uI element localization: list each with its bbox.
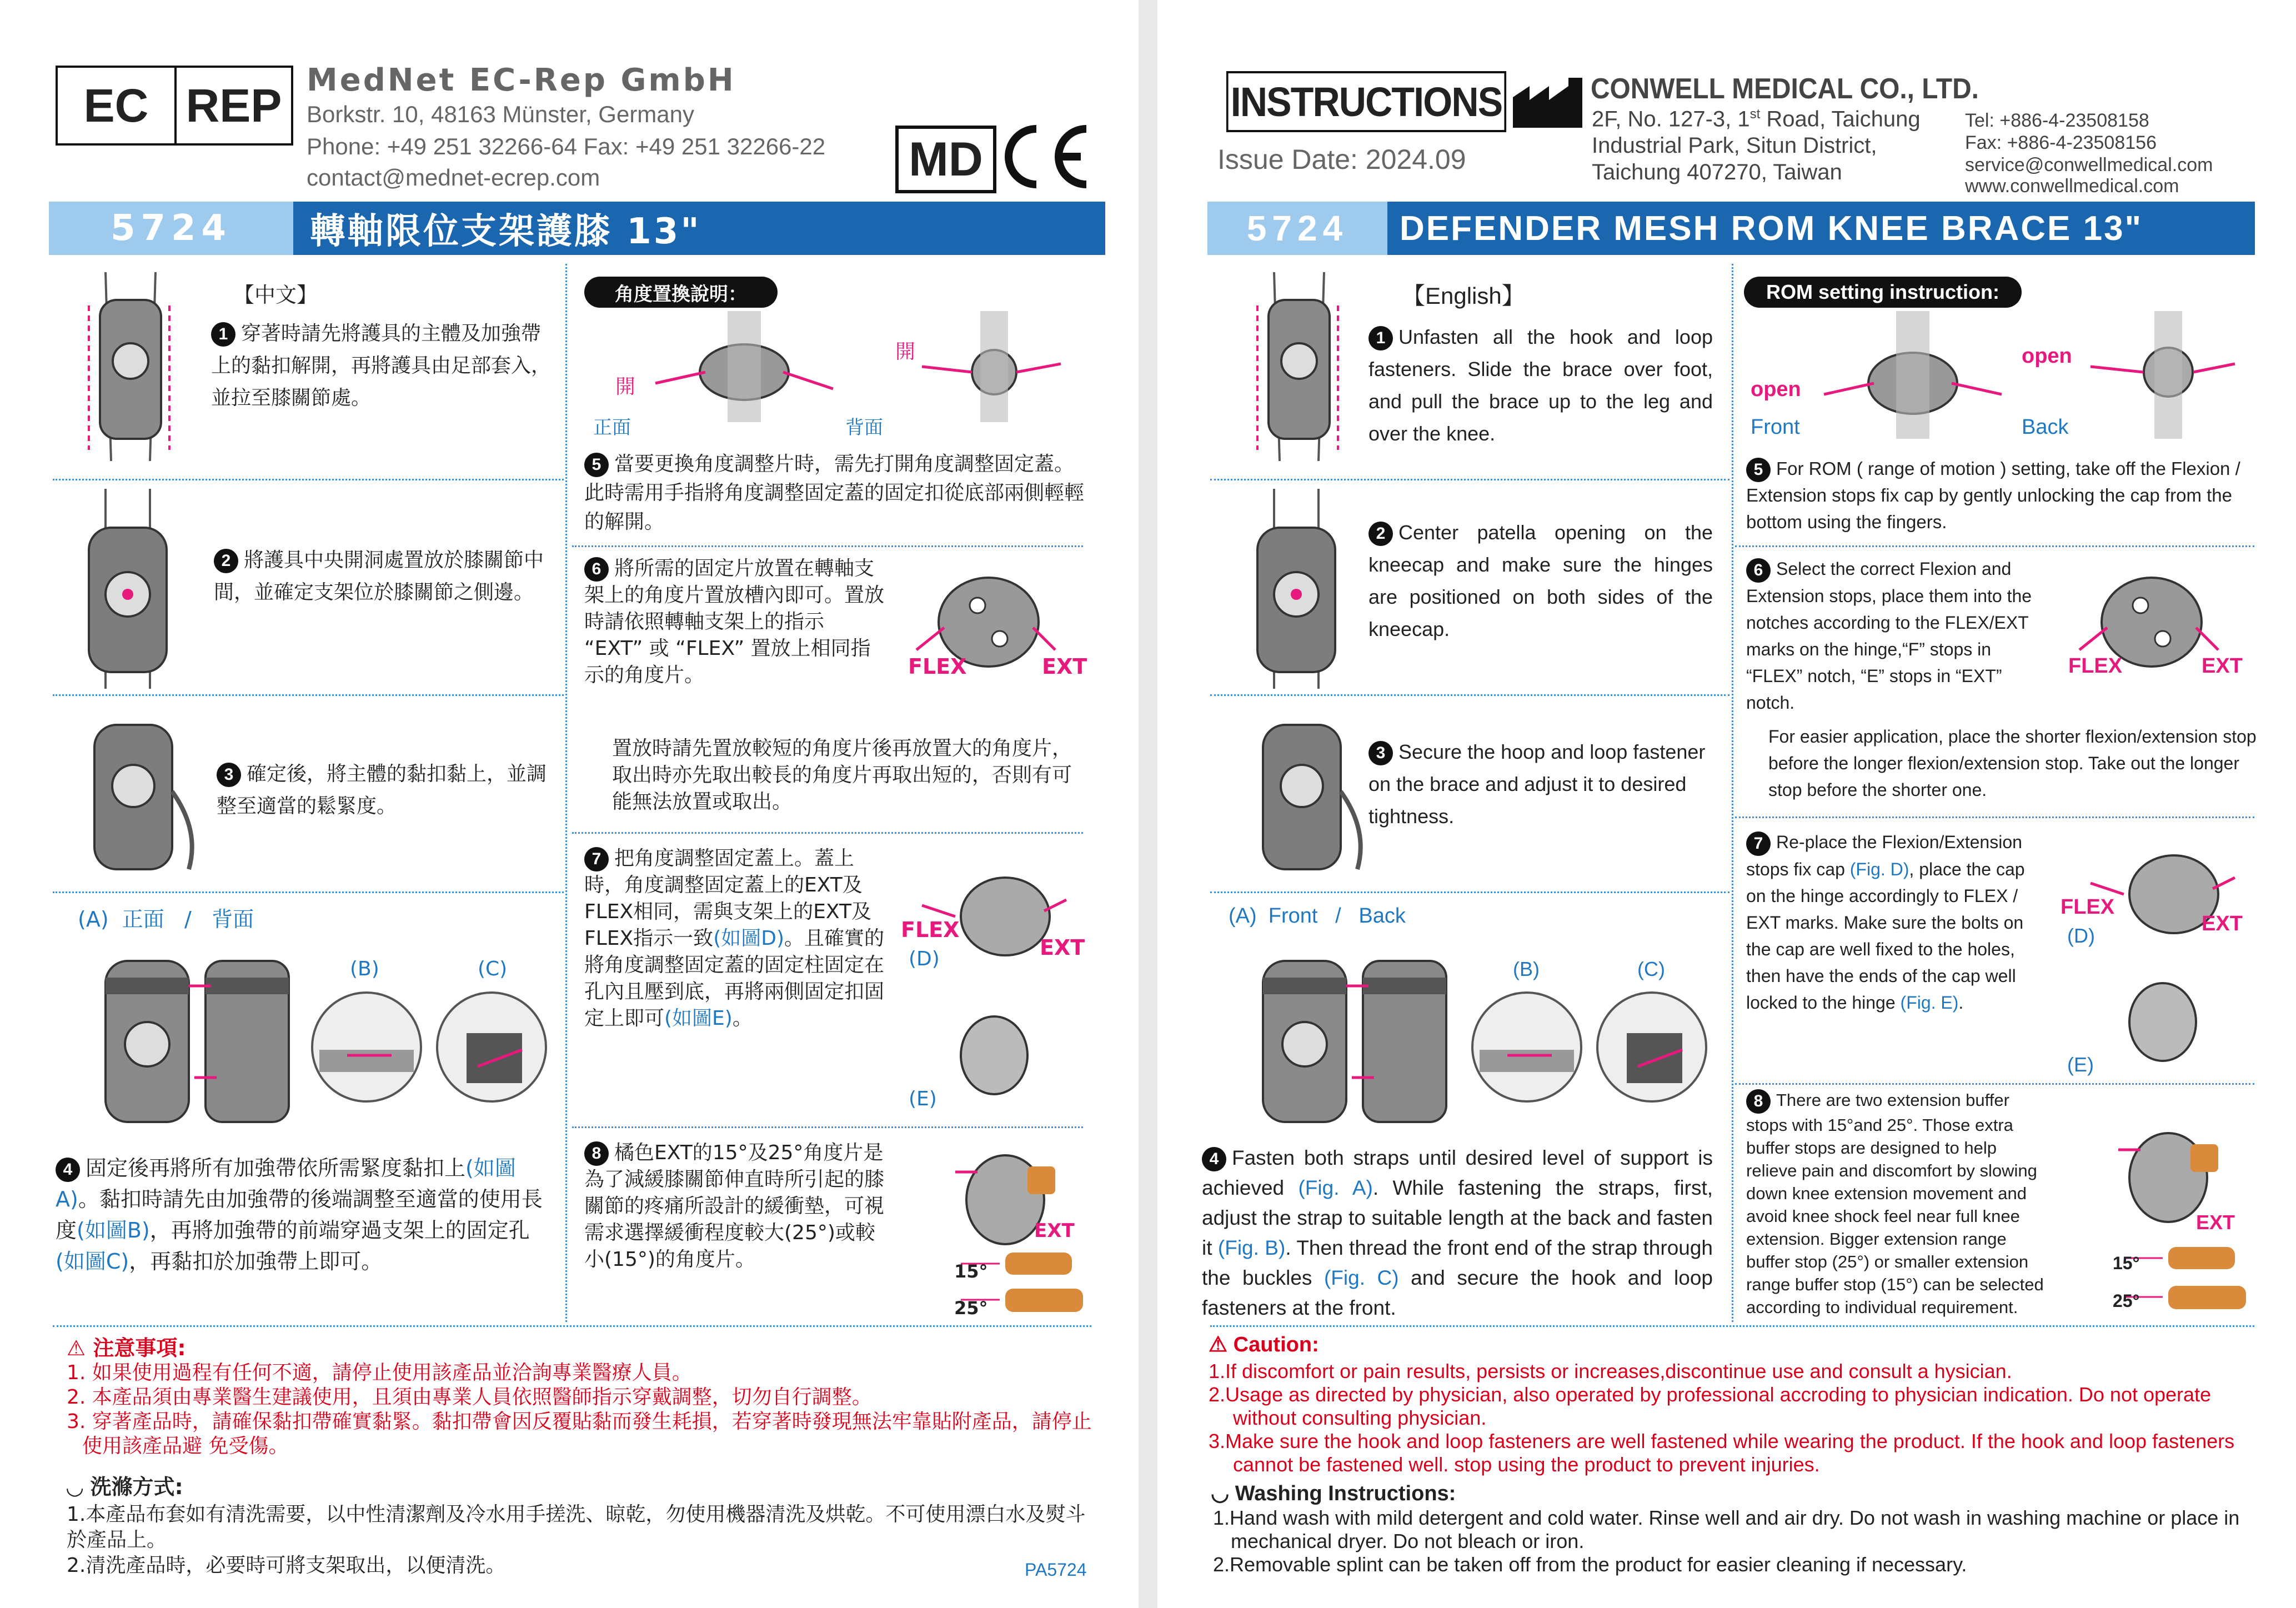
caution-item: 3.Make sure the hook and loop fasteners are well fastened while wearing the product. If the hook and loop fasteners cannot be fastened well. stop using the product to prevent injuries. — [1209, 1430, 2235, 1476]
ec-rep-box — [56, 66, 293, 146]
ext-label-8: EXT — [2196, 1211, 2235, 1234]
step-1-text: 穿著時請先將護具的主體及加強帶上的黏扣解開，再將護具由足部套入，並拉至膝關節處。 — [211, 322, 552, 409]
step-5-text: For ROM ( range of motion ) setting, take off the Flexion / Extension stops fix cap by gently unlocking the cap from the bottom using the fingers. — [1746, 458, 2240, 533]
divider — [1210, 891, 1729, 893]
company-address-2: Industrial Park, Situn District, — [1592, 133, 1877, 158]
fig-d-ref: (Fig. D) — [1849, 859, 1909, 879]
divider — [1735, 816, 2254, 818]
fig-c-illustration — [1593, 989, 1710, 1105]
step-4 — [1202, 1143, 1713, 1323]
step-number-3: 3 — [1368, 741, 1393, 765]
knee-brace-step2-illustration — [1224, 489, 1363, 694]
caution-item: 2.Usage as directed by physician, also operated by professional accroding to physician indication. Do not operate without consulting physician. — [1209, 1383, 2212, 1429]
step-number-1: 1 — [211, 322, 235, 347]
company-address-3: Taichung 407270, Taiwan — [1592, 160, 1842, 184]
fig-e-ref: (如圖E) — [664, 1007, 733, 1030]
issue-date: Issue Date: 2024.09 — [1217, 144, 1466, 175]
step-6a-text: 將所需的固定片放置在轉軸支架上的角度片置放槽內即可。置放時請依照轉軸支架上的指示 “EXT” 或 “FLEX” 置放上相同指示的角度片。 — [584, 557, 885, 687]
wash-item: 1.本產品布套如有清洗需要，以中性清潔劑及冷水用手搓洗、晾乾，勿使用機器清洗及烘乾。不可使用漂白水及熨斗於產品上。 — [67, 1503, 1086, 1551]
front-label: Front — [1751, 415, 1800, 439]
step-2 — [214, 544, 558, 609]
address-line-1-post: Road, Taichung — [1760, 107, 1921, 132]
deg-15-label: 15° — [954, 1261, 988, 1282]
model-number: 5724 — [1207, 202, 1387, 255]
step-number-8: 8 — [584, 1141, 609, 1166]
fig-d-label: (D) — [2067, 924, 2095, 947]
divider — [1735, 1083, 2254, 1085]
step-6a — [1746, 555, 2046, 716]
step-4-text-d: and secure the hook and loop fasteners at the front. — [1202, 1266, 1713, 1319]
washing-basin-icon: ◡ — [67, 1475, 83, 1499]
step-6a-text: Select the correct Flexion and Extension stops, place them into the notches according to the FLEX/EXT marks on the hinge,“F” stops in “FLEX” notch, “E” stops in “EXT” notch. — [1746, 559, 2032, 713]
step-number-4: 4 — [56, 1158, 80, 1182]
column-divider — [565, 264, 567, 1322]
fig-b-illustration — [1468, 989, 1585, 1105]
ext-label-6: EXT — [2202, 654, 2243, 678]
knee-brace-step1-illustration — [1235, 272, 1363, 467]
flex-label-7: FLEX — [2061, 895, 2115, 919]
lang-label: 【English】 — [1402, 283, 1525, 309]
ext-label-7: EXT — [1040, 935, 1085, 960]
ec-label: EC — [58, 68, 177, 143]
ext-label-6: EXT — [1042, 654, 1087, 679]
step-6b-text: For easier application, place the shorter flexion/extension stop before the longer flexion/extension stop. Take out the longer stop before the shorter one. — [1768, 727, 2257, 800]
wash-item: 2.清洗產品時，必要時可將支架取出，以便清洗。 — [67, 1554, 506, 1577]
deg-25-label: 25° — [2113, 1291, 2140, 1311]
step-number-7: 7 — [1746, 831, 1771, 856]
step-7-text-a: 把角度調整固定蓋上。蓋上時，角度調整固定蓋上的EXT及FLEX相同，需與支架上的EXT及FLEX指示一致 — [584, 847, 871, 950]
fig-e-label: (E) — [909, 1088, 937, 1110]
fig-b-ref: (如圖B) — [77, 1218, 150, 1243]
step-2 — [1368, 517, 1713, 645]
front-label: 正面 — [593, 417, 631, 439]
address-line-1-pre: 2F, No. 127-3, 1 — [1592, 107, 1750, 132]
ce-mark-icon — [997, 123, 1092, 190]
fig-c-illustration — [433, 989, 550, 1105]
fig-e-label: (E) — [2067, 1053, 2094, 1076]
ext-label-8: EXT — [1034, 1220, 1075, 1242]
caution-item: 3. 穿著產品時，請確保黏扣帶確實黏緊。黏扣帶會因反覆貼黏而發生耗損，若穿著時發現無法牢靠貼附產品，請停止使用該產品避 免受傷。 — [67, 1410, 1092, 1457]
caution-title — [67, 1331, 186, 1361]
rom-title: ROM setting instruction: — [1744, 277, 2022, 308]
caution-item: 2. 本產品須由專業醫生建議使用，且須由專業人員依照醫師指示穿戴調整，切勿自行調整。 — [67, 1386, 872, 1409]
product-code: PA5724 — [1025, 1560, 1087, 1580]
step-number-6: 6 — [584, 557, 609, 582]
knee-brace-step1-illustration — [67, 272, 194, 467]
step-number-3: 3 — [217, 763, 241, 787]
rep-label: REP — [186, 79, 282, 132]
back-label: 背面 — [845, 417, 883, 439]
ce-mark — [997, 123, 1092, 192]
step-2-text: 將護具中央開洞處置放於膝關節中間，並確定支架位於膝關節之側邊。 — [214, 549, 544, 604]
fig-a-illustration — [1246, 939, 1457, 1139]
step-number-7: 7 — [584, 847, 609, 871]
company-name: CONWELL MEDICAL CO., LTD. — [1591, 73, 1979, 105]
column-divider — [1732, 264, 1733, 1322]
step-4-text-c: . Then thread the front end of the strap through the buckles — [1202, 1236, 1713, 1289]
product-title: 轉軸限位支架護膝 13" — [293, 202, 1105, 255]
step-number-4: 4 — [1202, 1147, 1226, 1171]
step-7-text-a: Re-place the Flexion/Extension stops fix cap — [1746, 832, 2022, 879]
step-4-text-d: ，再黏扣於加強帶上即可。 — [129, 1249, 383, 1274]
wash-item: 1.Hand wash with mild detergent and cold water. Rinse well and air dry. Do not wash in washing machine or place in mechanical dryer. Do not bleach or iron. — [1213, 1506, 2240, 1552]
fig-a-label: (A) 正面 / 背面 — [78, 907, 254, 931]
step-5 — [584, 450, 1084, 537]
flex-label-6: FLEX — [2068, 654, 2123, 678]
step-8-text: 橘色EXT的15°及25°角度片是為了減緩膝關節伸直時所引起的膝關節的疼痛所設計的緩衝墊，可視需求選擇緩衝程度較大(25°)或較小(15°)的角度片。 — [584, 1141, 885, 1271]
fig-c-ref: (如圖C) — [56, 1249, 129, 1274]
step-number-2: 2 — [214, 549, 238, 573]
step-4-text-a: Fasten both straps until desired level of support is achieved — [1202, 1146, 1713, 1199]
step-7-text-c: 。 — [732, 1007, 753, 1030]
step-6a — [584, 555, 884, 689]
open-label-front: 開 — [615, 375, 636, 398]
open-label-front: open — [1751, 378, 1801, 401]
caution-title — [1209, 1332, 1319, 1357]
back-label: Back — [2022, 415, 2069, 439]
divider — [53, 891, 564, 893]
step-7 — [1746, 829, 2046, 1016]
wash-title — [67, 1470, 183, 1500]
wash-list — [1213, 1506, 2268, 1576]
step-3 — [1368, 736, 1724, 833]
open-label-back: 開 — [895, 340, 916, 363]
washing-basin-icon: ◡ — [1211, 1482, 1230, 1505]
wash-title — [1211, 1481, 1456, 1506]
product-title: DEFENDER MESH ROM KNEE BRACE 13" — [1387, 202, 2255, 255]
step-4-text-a: 固定後再將所有加強帶依所需緊度黏扣上 — [86, 1156, 466, 1180]
open-label-back: open — [2022, 344, 2072, 368]
caution-list — [67, 1361, 1100, 1459]
ext-label-7: EXT — [2202, 912, 2243, 935]
deg-25-label: 25° — [954, 1298, 988, 1319]
step-3-text: 確定後，將主體的黏扣黏上，並調整至適當的鬆緊度。 — [217, 763, 547, 818]
caution-title-text: 注意事項: — [93, 1336, 186, 1360]
rep-phone: Phone: +49 251 32266-64 Fax: +49 251 32266-22 — [307, 133, 826, 159]
step-1 — [211, 318, 555, 414]
fig-c-ref: (Fig. C) — [1324, 1266, 1399, 1289]
wash-item: 2.Removable splint can be taken off from the product for easier cleaning if necessary. — [1213, 1553, 1967, 1576]
fig-d-e-illustration — [900, 844, 1077, 1111]
divider — [1210, 479, 1729, 480]
right-panel-english — [1157, 0, 2296, 1608]
caution-title-text: Caution: — [1233, 1333, 1319, 1356]
fig-b-illustration — [308, 989, 425, 1105]
rep-company: MedNet EC-Rep GmbH — [307, 62, 736, 98]
company-fax: Fax: +886-4-23508156 — [1965, 132, 2157, 153]
flex-label-7: FLEX — [901, 918, 960, 942]
knee-brace-step3-illustration — [1230, 708, 1374, 880]
step-4-text-b: . While fastening the straps, first, adjust the strap to suitable length at the back and fasten it — [1202, 1176, 1713, 1259]
rom-title: 角度置換說明： — [584, 277, 778, 308]
step-number-2: 2 — [1368, 522, 1393, 546]
wash-title-text: 洗滌方式: — [90, 1475, 183, 1499]
fig-a-ref: (如圖A) — [56, 1156, 516, 1211]
divider — [1735, 545, 2254, 547]
step-8 — [1746, 1089, 2046, 1319]
caution-item: 1. 如果使用過程有任何不適，請停止使用該產品並洽詢專業醫療人員。 — [67, 1361, 692, 1384]
step-4 — [56, 1153, 544, 1277]
step-8 — [584, 1140, 890, 1273]
divider — [1210, 1325, 2254, 1327]
step-8-text: There are two extension buffer stops with 15°and 25°. Those extra buffer stops are designed to help relieve pain and discomfort by slowing down knee extension movement and avoid knee shock feel near full knee extension. Bigger extension range buffer stop (25°) or smaller extension range buffer stop (15°) can be selected according to individual requirement. — [1746, 1090, 2044, 1317]
fig-d-e-illustration — [2068, 822, 2246, 1083]
step-6b — [612, 735, 1090, 815]
divider — [53, 1325, 1091, 1327]
fig-a-illustration — [89, 939, 300, 1139]
step-7-text-b: 。且確實的將角度調整固定蓋的固定柱固定在孔內且壓到底，再將兩側固定扣固定上即可 — [584, 927, 885, 1030]
caution-list — [1209, 1360, 2275, 1476]
divider — [572, 545, 1083, 547]
fig-b-label: (B) — [350, 958, 379, 980]
step-1 — [1368, 321, 1713, 450]
step-number-8: 8 — [1746, 1089, 1771, 1114]
company-website: www.conwellmedical.com — [1965, 176, 2179, 197]
manufacturer-icon — [1507, 75, 1591, 131]
divider — [53, 694, 564, 696]
knee-brace-step3-illustration — [61, 708, 205, 880]
lang-label: 【中文】 — [233, 283, 318, 307]
fig-e-ref: (Fig. E) — [1900, 992, 1959, 1013]
step-2-text: Center patella opening on the kneecap and make sure the hinges are positioned on both sides of the kneecap. — [1368, 521, 1713, 640]
step-4-text-c: ，再將加強帶的前端穿過支架上的固定孔 — [149, 1218, 530, 1243]
knee-brace-step2-illustration — [56, 489, 194, 694]
address-line-1-sup: st — [1749, 107, 1761, 122]
left-panel-chinese — [0, 0, 1139, 1608]
deg-15-label: 15° — [2113, 1253, 2140, 1273]
rep-email: contact@mednet-ecrep.com — [307, 164, 600, 191]
step-number-6: 6 — [1746, 558, 1771, 583]
step-7-text-c: . — [1958, 992, 1964, 1013]
step-7 — [584, 845, 893, 1032]
warning-icon: ⚠ — [67, 1336, 86, 1360]
instructions-badge: INSTRUCTIONS — [1226, 71, 1506, 132]
fig-a-ref: (Fig. A) — [1298, 1176, 1373, 1199]
step-6b-text: 置放時請先置放較短的角度片後再放置大的角度片，取出時亦先取出較長的角度片再取出短的，否則有可能無法放置或取出。 — [612, 737, 1072, 813]
step-5 — [1746, 455, 2246, 535]
flex-label-6: FLEX — [908, 654, 967, 679]
divider — [572, 1126, 1083, 1128]
md-mark: MD — [895, 126, 996, 193]
warning-icon: ⚠ — [1209, 1333, 1228, 1356]
step-3 — [217, 758, 561, 823]
step-number-1: 1 — [1368, 326, 1393, 350]
divider — [1210, 694, 1729, 696]
divider — [53, 479, 564, 480]
step-number-5: 5 — [1746, 458, 1771, 482]
company-tel: Tel: +886-4-23508158 — [1965, 110, 2149, 131]
rom-open-illustration — [589, 311, 1077, 422]
step-3-text: Secure the hoop and loop fastener on the brace and adjust it to desired tightness. — [1368, 740, 1706, 828]
company-address-1 — [1592, 107, 1921, 132]
fig-a-label: (A) Front / Back — [1229, 904, 1406, 928]
company-email: service@conwellmedical.com — [1965, 154, 2213, 176]
step-6b — [1768, 723, 2257, 803]
fig-d-ref: (如圖D) — [713, 927, 784, 950]
caution-item: 1.If discomfort or pain results, persists or increases,discontinue use and consult a hysician. — [1209, 1360, 2012, 1382]
rep-address: Borkstr. 10, 48163 Münster, Germany — [307, 101, 695, 127]
rom-open-illustration — [1746, 311, 2246, 439]
fig-b-label: (B) — [1513, 958, 1540, 980]
wash-title-text: Washing Instructions: — [1235, 1482, 1456, 1505]
step-4-text-b: 。黏扣時請先由加強帶的後端調整至適當的使用長度 — [56, 1187, 543, 1243]
wash-list — [67, 1502, 1100, 1579]
fig-b-ref: (Fig. B) — [1217, 1236, 1286, 1259]
fig-c-label: (C) — [478, 958, 508, 980]
model-number: 5724 — [49, 202, 293, 255]
step-1-text: Unfasten all the hook and loop fasteners. Slide the brace over foot, and pull the brace up to the leg and over the knee. — [1368, 325, 1713, 445]
fig-c-label: (C) — [1637, 958, 1665, 980]
step-number-5: 5 — [584, 453, 609, 477]
fig-d-label: (D) — [909, 948, 940, 970]
step-5-text: 當要更換角度調整片時，需先打開角度調整固定蓋。此時需用手指將角度調整固定蓋的固定扣從底部兩側輕輕的解開。 — [584, 453, 1085, 533]
step-7-text-b: , place the cap on the hinge accordingly to FLEX / EXT marks. Make sure the bolts on the cap are well fixed to the holes, then have the ends of the cap well locked to the hinge — [1746, 859, 2025, 1013]
divider — [572, 832, 1083, 834]
